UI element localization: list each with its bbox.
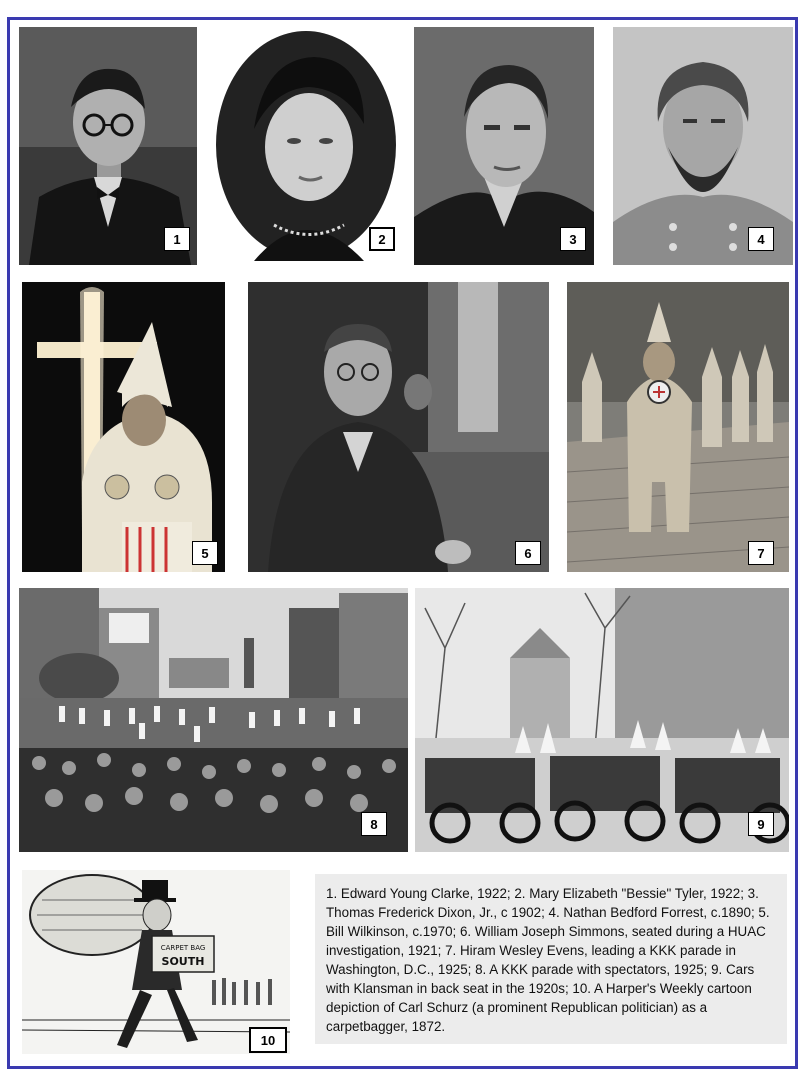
bill-wilkinson-burning-cross-photo	[22, 282, 225, 572]
cars-with-klansman-photo	[415, 588, 789, 852]
label-8: 8	[361, 812, 387, 836]
photo-7	[567, 282, 789, 572]
william-joseph-simmons-seated-photo	[248, 282, 549, 572]
hiram-wesley-evens-parade-photo	[567, 282, 789, 572]
label-5: 5	[192, 541, 218, 565]
label-1: 1	[164, 227, 190, 251]
label-3: 3	[560, 227, 586, 251]
label-9: 9	[748, 812, 774, 836]
label-4: 4	[748, 227, 774, 251]
photo-9	[415, 588, 789, 852]
kkk-parade-spectators-photo	[19, 588, 408, 852]
bag-word-text: SOUTH	[161, 955, 205, 968]
photo-8	[19, 588, 408, 852]
label-6: 6	[515, 541, 541, 565]
caption-box	[315, 874, 787, 1044]
bag-label-text: CARPET BAG	[160, 944, 206, 952]
label-7: 7	[748, 541, 774, 565]
photo-5	[22, 282, 225, 572]
caption-text: 1. Edward Young Clarke, 1922; 2. Mary Elizabeth "Bessie" Tyler, 1922; 3. Thomas Frederick Dixon, Jr., c 1902; 4. Nathan Bedford Forrest, c.1890; 5. Bill Wilkinson, c.1970; 6. William Joseph Simmons, seated during a HUAC investigation, 1921; 7. Hiram Wesley Evens, leading a KKK parade in Washington, D.C., 1925; 8. A KKK parade with spectators, 1925; 9. Cars with Klansman in back seat in the 1920s; 10. A Harper's Weekly cartoon depiction of Carl Schurz (a prominent Republican politician) as a carpetbagger, 1872.	[326, 886, 770, 1034]
label-10: 10	[249, 1027, 287, 1053]
label-2: 2	[369, 227, 395, 251]
photo-6	[248, 282, 549, 572]
